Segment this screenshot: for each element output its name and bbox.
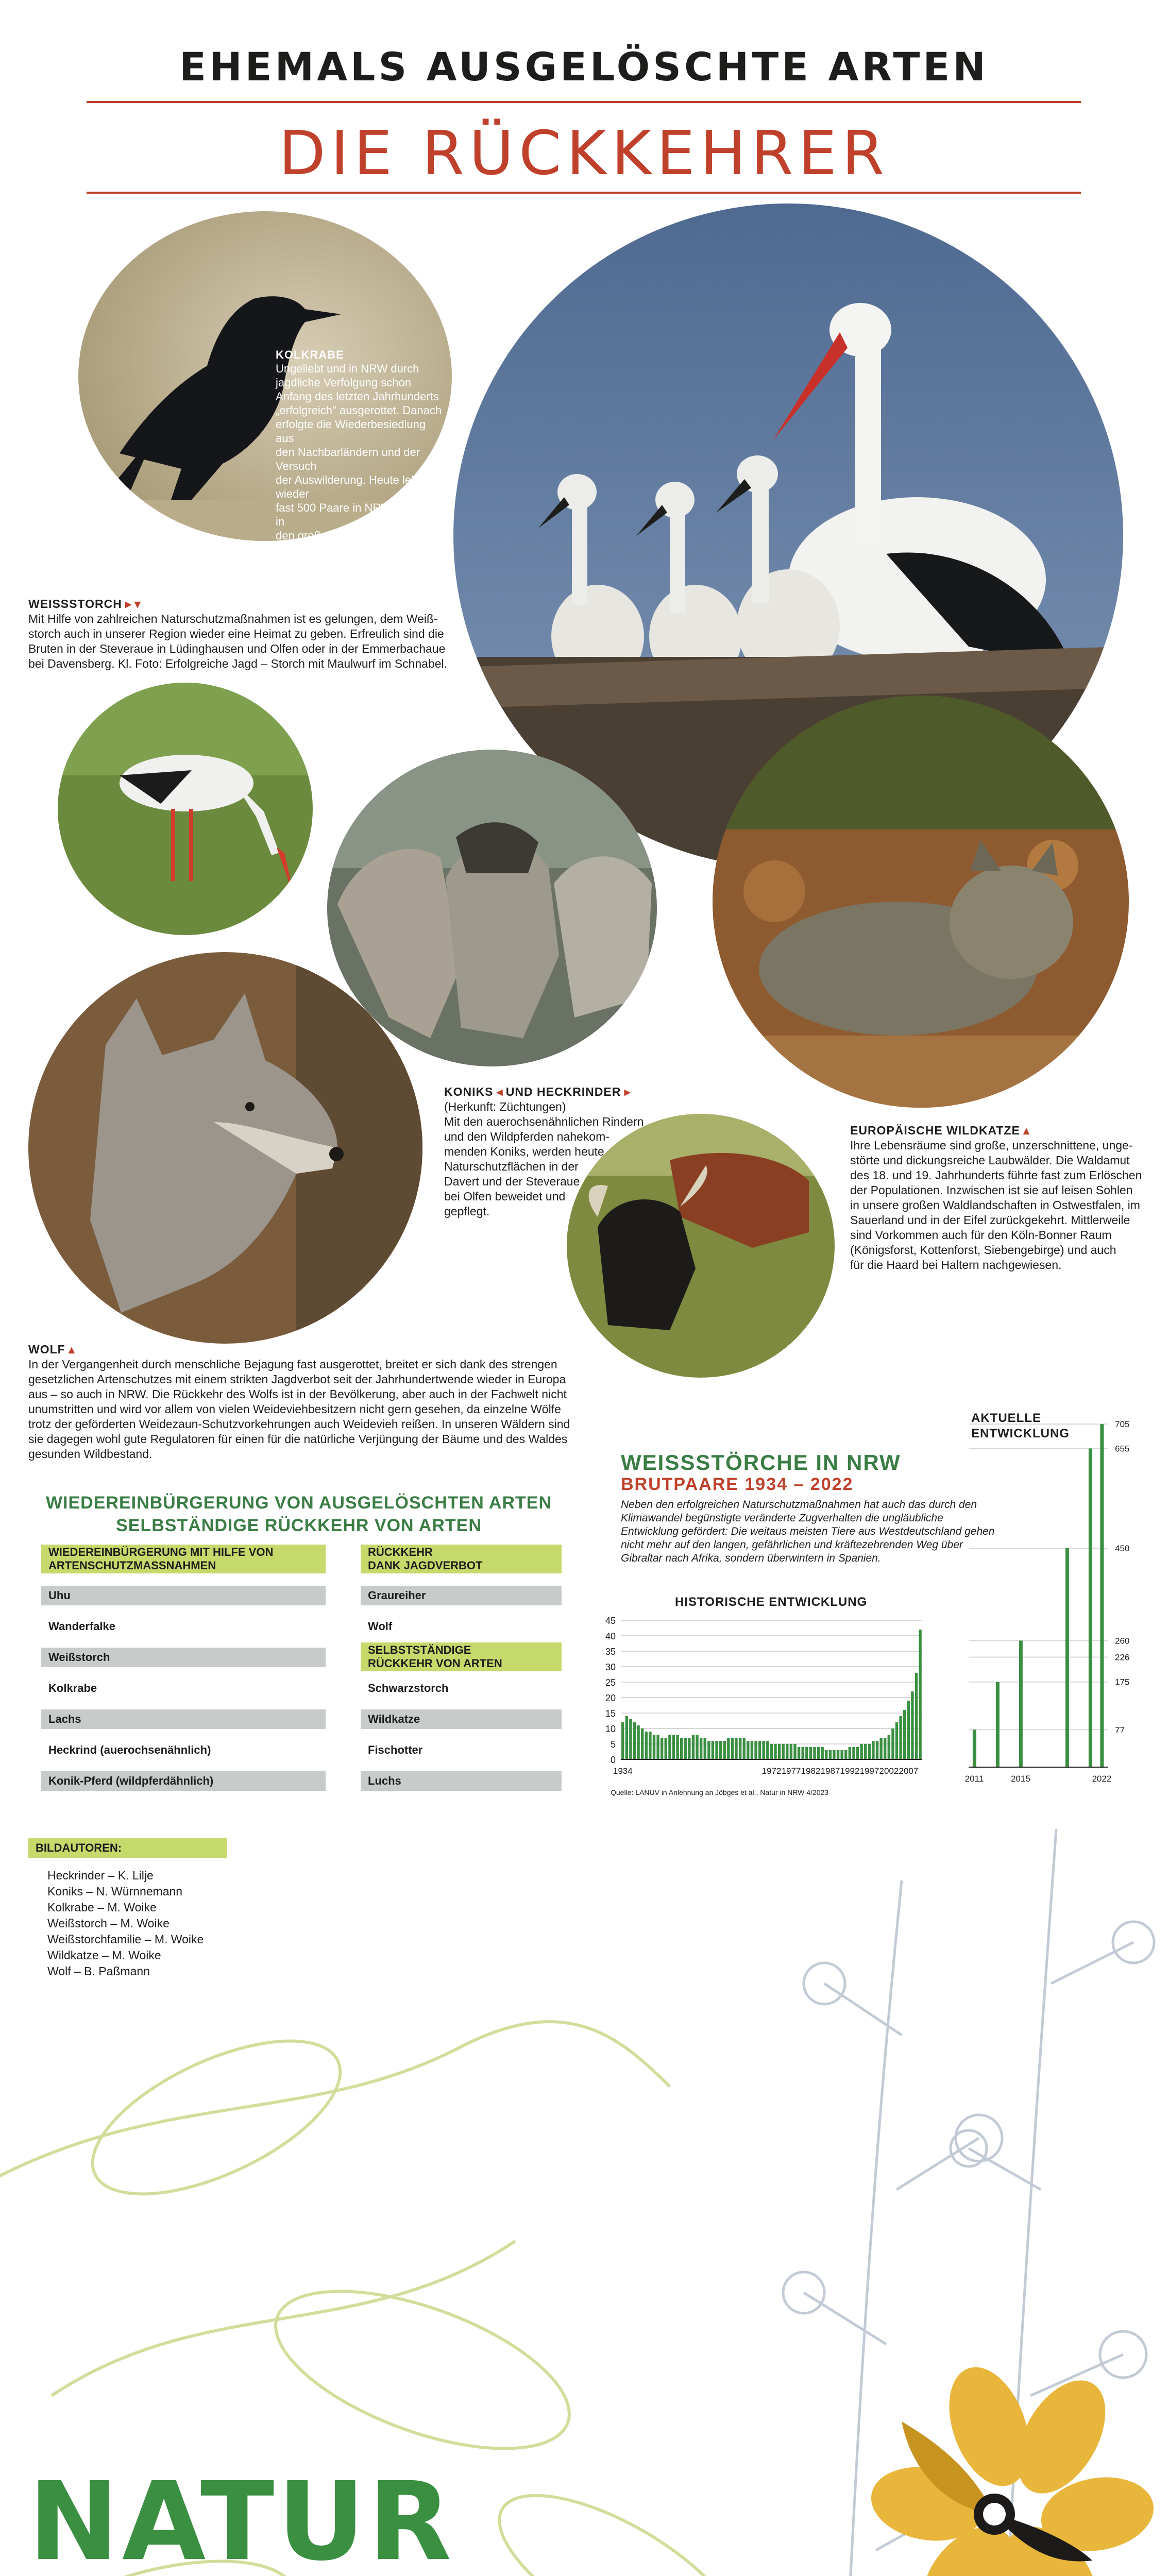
x-tick-label: 2007: [899, 1766, 919, 1776]
y-tick-label: 175: [1115, 1677, 1130, 1687]
table-row: Schwarzstorch: [361, 1679, 562, 1698]
x-tick-label: 2022: [1092, 1774, 1112, 1784]
heckrinder-title: UND HECKRINDER: [505, 1085, 621, 1098]
koniks-text: KONIKS ◂ UND HECKRINDER ▸ (Herkunft: Züchtungen) Mit den auerochsenähnlichen Rindern und den Wildpferden nahekom- menden Koniks, werden heute Naturschutzflächen in der Davert und der Steveraue bei Olfen beweidet und gepflegt.: [444, 1085, 644, 1218]
koniks-photo: [327, 750, 657, 1066]
chart-current-title: AKTUELLE ENTWICKLUNG: [971, 1411, 1070, 1440]
y-tick-label: 655: [1115, 1444, 1130, 1454]
header-kicker: EHEMALS AUSGELÖSCHTE ARTEN: [179, 44, 989, 90]
x-tick-label: 1934: [613, 1766, 633, 1776]
x-tick-label: 2002: [879, 1766, 899, 1776]
wildkatze-title: EUROPÄISCHE WILDKATZE: [850, 1124, 1020, 1137]
table-row: Wolf: [361, 1617, 562, 1636]
y-tick-label: 705: [1115, 1419, 1130, 1430]
header-rule-bottom: [87, 192, 1081, 194]
storks-nrw-title: WEISSSTÖRCHE IN NRW: [621, 1450, 901, 1475]
weissstorch-text: WEISSSTORCH ▸ ▾ Mit Hilfe von zahlreichen Naturschutzmaßnahmen ist es gelungen, dem Weiß- storch auch in unserer Region wieder eine Heimat zu geben. Erfreulich sind die Bruten in der Steveraue in Lüdinghausen und Olfen oder in der Emmerbachaue bei Davensberg. Kl. Foto: Erfolgreiche Jagd – Storch mit Maulwurf im Schnabel.: [28, 597, 448, 670]
weissstorch-arrow: ▸ ▾: [125, 597, 141, 611]
heckrind-photo: [567, 1114, 835, 1378]
koniks-origin: (Herkunft: Züchtungen): [444, 1100, 566, 1113]
x-tick-label: 1977: [781, 1766, 801, 1776]
table-row: Fischotter: [361, 1740, 562, 1760]
table-row: Konik-Pferd (wildpferdähnlich): [41, 1771, 326, 1791]
table-row: Graureiher: [361, 1586, 562, 1605]
wolf-photo: [28, 952, 422, 1344]
table-row: Wanderfalke: [41, 1617, 326, 1636]
x-tick-label: 1982: [801, 1766, 821, 1776]
x-tick-label: 1997: [859, 1766, 879, 1776]
page-title: DIE RÜCKKEHRER: [278, 117, 890, 189]
x-tick-label: 1992: [840, 1766, 860, 1776]
koniks-title: KONIKS: [444, 1085, 494, 1098]
y-tick-label: 20: [605, 1693, 616, 1703]
butterfly-icon: [866, 2360, 1154, 2576]
bar: [1100, 1424, 1104, 1767]
y-tick-label: 40: [605, 1631, 616, 1641]
y-tick-label: 45: [605, 1616, 616, 1626]
y-tick-label: 5: [610, 1739, 616, 1750]
y-tick-label: 25: [605, 1677, 616, 1688]
footer-title-line1: NATUR: [28, 2459, 455, 2576]
table-row: Luchs: [361, 1771, 562, 1791]
y-tick-label: 35: [605, 1647, 616, 1657]
y-tick-label: 226: [1115, 1652, 1130, 1663]
header-rule-top: [87, 101, 1081, 103]
y-tick-label: 260: [1115, 1636, 1130, 1646]
table-heading: WIEDEREINBÜRGERUNG VON AUSGELÖSCHTEN ARTEN SELBSTÄNDIGE RÜCKKEHR VON ARTEN: [45, 1493, 552, 1535]
kolkrabe-text: KOLKRABE Ungeliebt und in NRW durch jagdliche Verfolgung schon Anfang des letzten Jahrhunderts „erfolgreich" ausgerottet. Danach erfolgte die Wiederbesiedlung aus den Nachbarländern und der Versuch der Auswilderung. Heute leben wieder fast 500 Paare in NRW, vor allem in den großen Waldregionen.: [276, 348, 443, 542]
y-tick-label: 15: [605, 1708, 616, 1719]
y-tick-label: 30: [605, 1662, 616, 1672]
bar: [1089, 1448, 1092, 1767]
wildkatze-text: EUROPÄISCHE WILDKATZE ▴ Ihre Lebensräume sind große, unzerschnittene, unge- störte und dickungsreiche Laubwälder. Die Waldamut des 18. und 19. Jahrhunderts führte fast zum Erlöschen der Populationen. Inzwischen ist sie auf leisen Sohlen in unsere großen Waldlandschaften in Ostwestfalen, im Sauerland und in der Eifel zurückgekehrt. Mittlerweile sind Vorkommen auch für den Köln-Bonner Raum (Königsforst, Kottenforst, Siebengebirge) und auch für die Haard bei Haltern nachgewiesen.: [850, 1124, 1142, 1272]
x-tick-label: 2011: [964, 1774, 984, 1784]
y-tick-label: 0: [610, 1755, 616, 1765]
kolkrabe-title: KOLKRABE: [276, 348, 344, 361]
y-tick-label: 450: [1115, 1544, 1130, 1553]
storks-nrw-text: Neben den erfolgreichen Naturschutzmaßnahmen hat auch das durch den Klimawandel begünstigte veränderte Zugverhalten die ungläubliche Entwicklung gefördert: Die weitaus meisten Tiere aus Westdeutschland gehen nicht mehr auf den langen, gefährlichen und kräftezehrenden Weg über Gibraltar nach Afrika, sondern überwintern in Spanien.: [621, 1499, 995, 1564]
chart-hist-title: HISTORISCHE ENTWICKLUNG: [675, 1595, 868, 1609]
x-tick-label: 1972: [761, 1766, 782, 1776]
storks-nrw-subtitle: BRUTPAARE 1934 – 2022: [621, 1475, 854, 1494]
chart-source: Quelle: LANUV in Anlehnung an Jöbges et al., Natur in NRW 4/2023: [611, 1788, 829, 1797]
table-row: Lachs: [41, 1709, 326, 1729]
x-tick-label: 2015: [1010, 1774, 1030, 1784]
wolf-title: WOLF: [28, 1343, 65, 1356]
weissstorch-title: WEISSSTORCH: [28, 597, 122, 611]
bildautoren-list: Heckrinder – K. Lilje Koniks – N. Würnnemann Kolkrabe – M. Woike Weißstorch – M. Woike Weißstorchfamilie – M. Woike Wildkatze – M. Woike Wolf – B. Paßmann: [47, 1869, 204, 1978]
wolf-text: WOLF ▴ In der Vergangenheit durch menschliche Bejagung fast ausgerottet, breitet er sich dank des strengen gesetzlichen Artenschutzes mit einem strikten Jagdverbot seit der Jahrhundertwende wieder in Europa aus – so auch in NRW. Die Rückkehr des Wolfs ist in der Bevölkerung, aber auch in der Fachwelt nicht unumstritten und wird vor allem von vielen Weideviehbesitzern nicht gern gesehen, da einzelne Wölfe trotz der geförderten Weidezaun-Schutzvorkehrungen auch Weidevieh reißen. In unseren Wäldern sind sie dagegen wohl gute Regulatoren für einen für die natürliche Verjüngung der Bäume und des Waldes gesunden Wildbestand.: [28, 1343, 570, 1461]
table-left-header: WIEDEREINBÜRGERUNG MIT HILFE VON ARTENSCHUTZMASSNAHMEN: [41, 1545, 326, 1573]
wildkatze-photo: [713, 696, 1129, 1108]
table-row: Heckrind (auerochsenähnlich): [41, 1740, 326, 1760]
table-right-header-1: RÜCKKEHR DANK JAGDVERBOT: [361, 1545, 562, 1573]
table-row: Weißstorch: [41, 1648, 326, 1667]
x-tick-label: 1987: [820, 1766, 840, 1776]
table-right-header-2: SELBSTSTÄNDIGE RÜCKKEHR VON ARTEN: [361, 1642, 562, 1671]
table-row: Uhu: [41, 1586, 326, 1605]
table-row: Wildkatze: [361, 1709, 562, 1729]
table-row: Kolkrabe: [41, 1679, 326, 1698]
y-tick-label: 77: [1115, 1725, 1125, 1735]
bildautoren-title: BILDAUTOREN:: [28, 1838, 227, 1858]
stork-hunting-photo: [58, 683, 313, 935]
y-tick-label: 10: [605, 1724, 616, 1734]
